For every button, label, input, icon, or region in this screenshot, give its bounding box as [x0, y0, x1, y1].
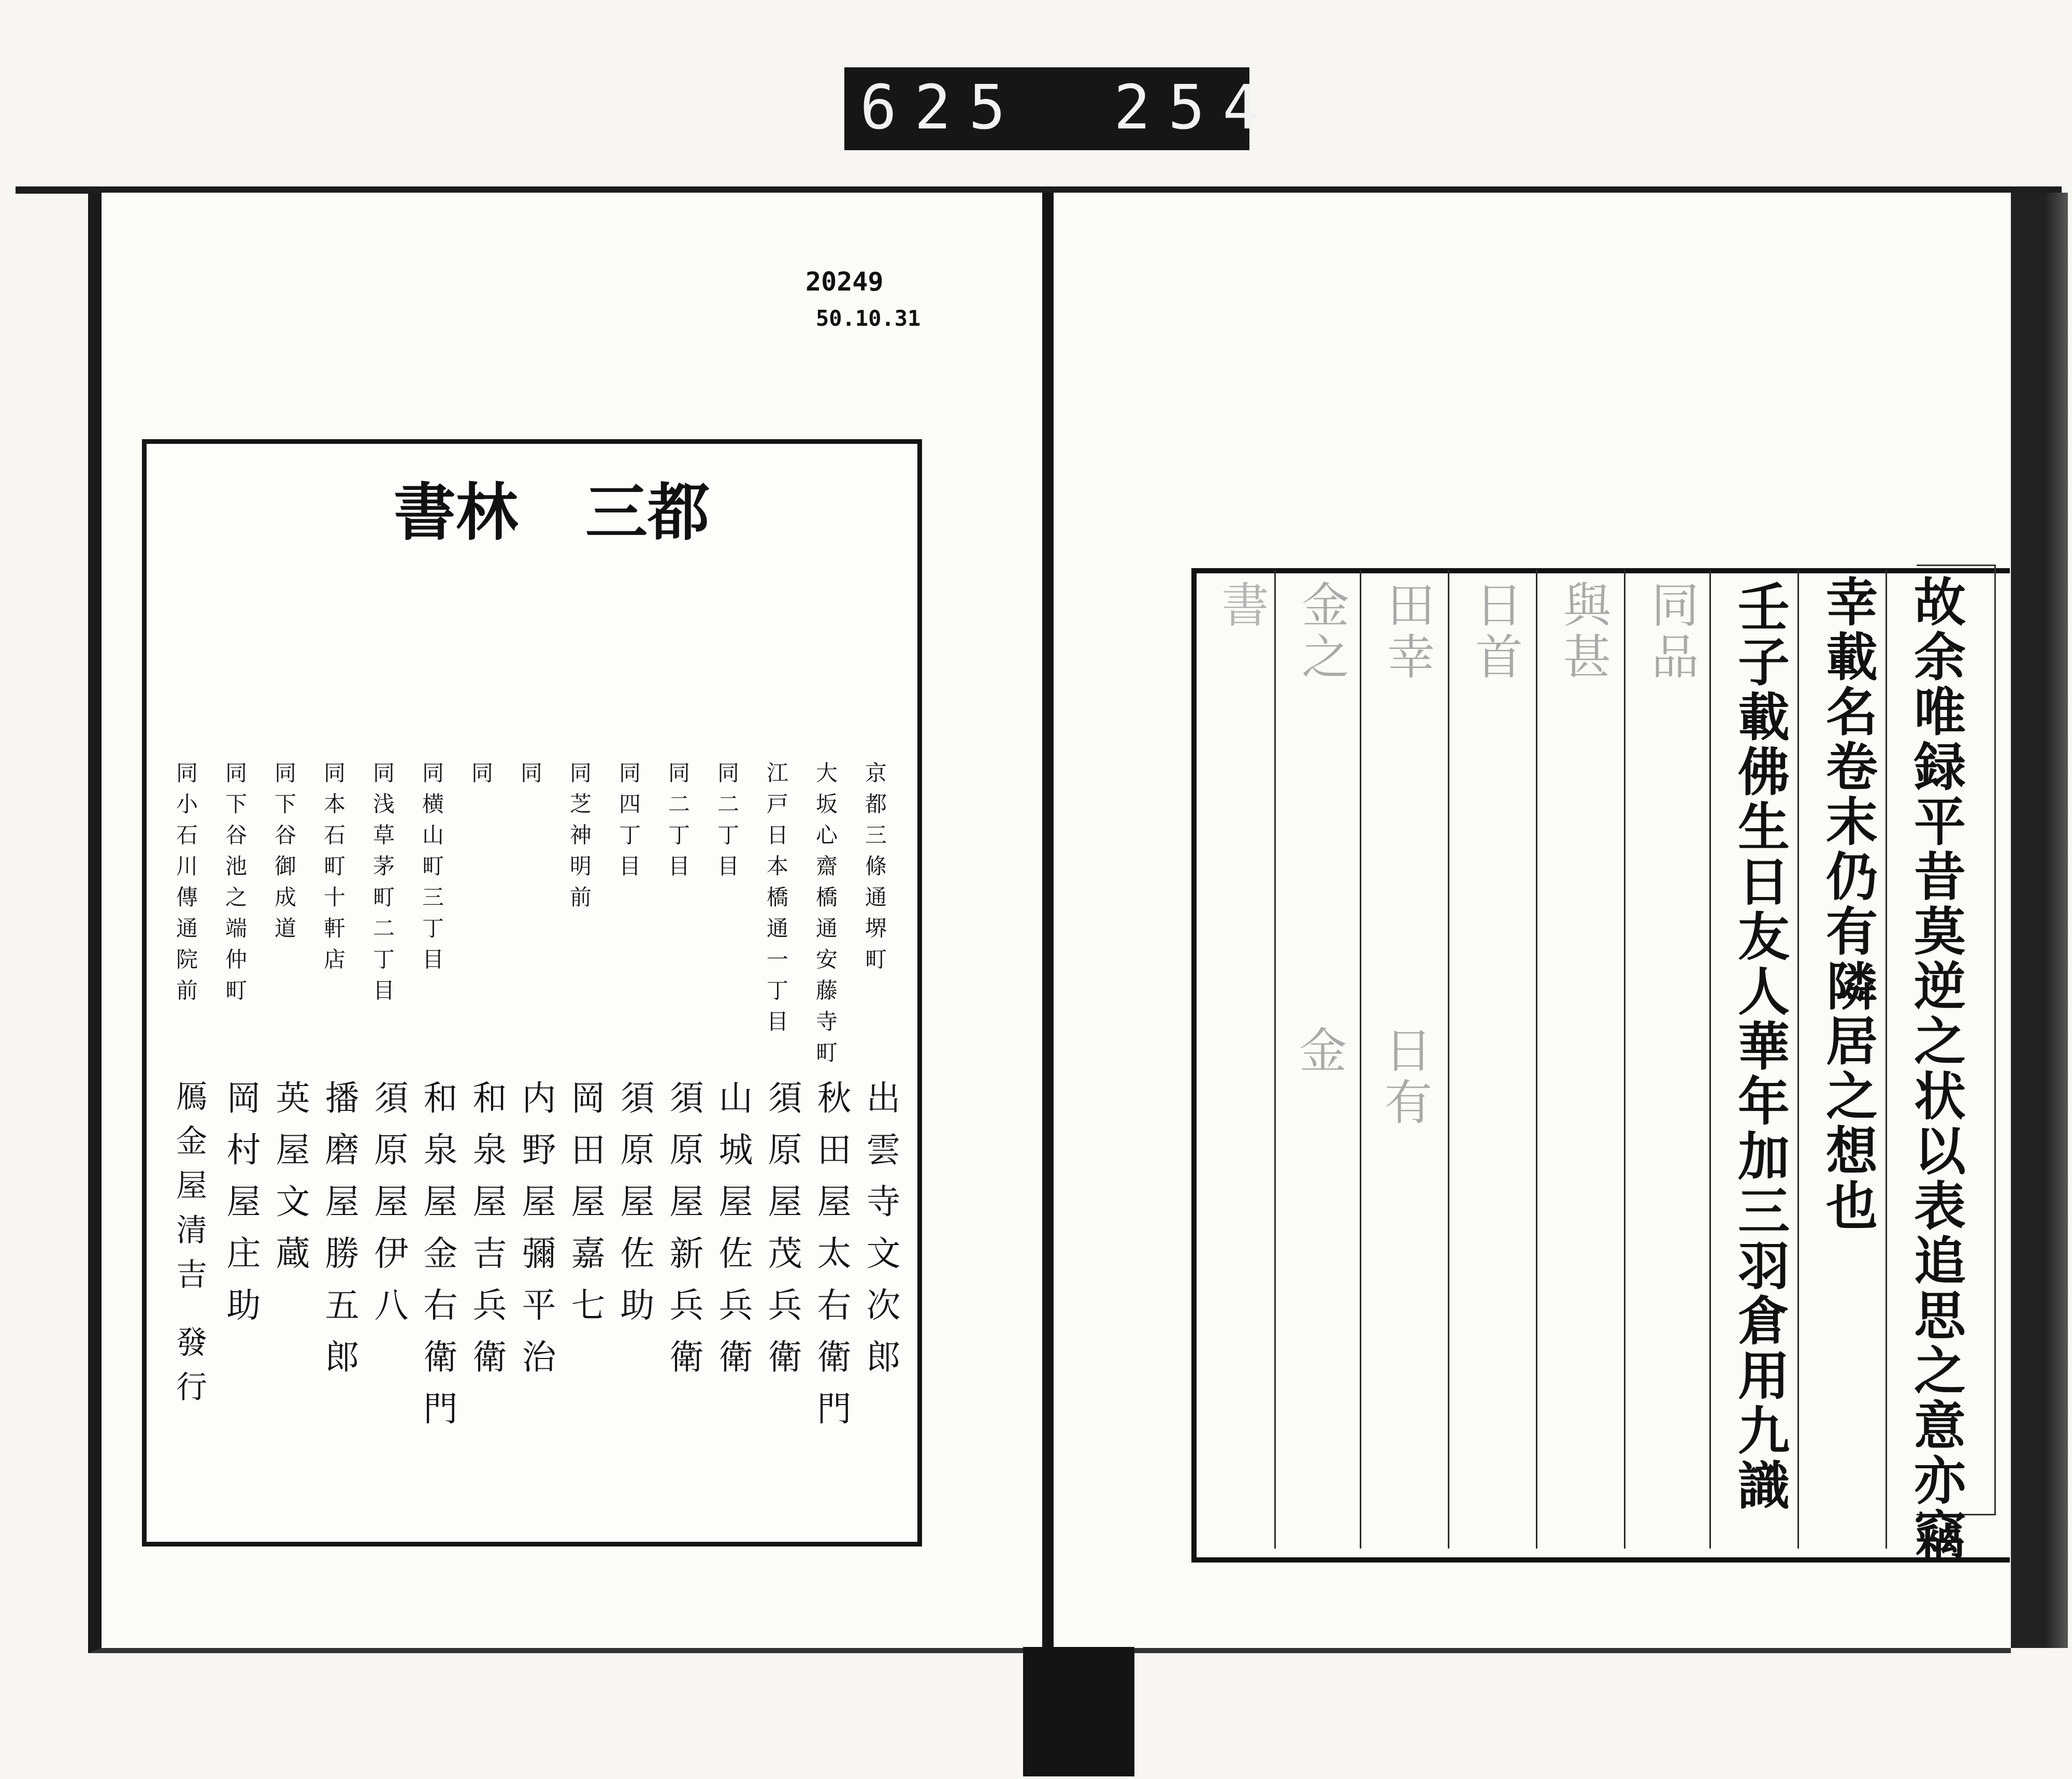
- colophon-city: 江戸日本橋通一丁目: [764, 761, 789, 1041]
- colophon-shop: 須原屋佐助: [614, 1080, 654, 1339]
- book-right-edge: [2011, 193, 2068, 1648]
- book-gutter-foot: [1023, 1647, 1134, 1776]
- preface-faint-column: 金: [1291, 1025, 1347, 1077]
- column-rule: [1360, 570, 1361, 1549]
- library-stamp-date: 50.10.31: [816, 306, 921, 331]
- publisher-char: 書林: [394, 476, 518, 549]
- column-rule: [1624, 570, 1625, 1549]
- column-rule: [1709, 570, 1711, 1549]
- colophon-city: 同: [517, 761, 543, 792]
- colophon-city: 大坂心齋橋通安藤寺町: [813, 761, 838, 1072]
- colophon-shop: 須原屋茂兵衛: [762, 1080, 802, 1391]
- colophon-city: 同下谷池之端仲町: [222, 761, 248, 1010]
- colophon-city: 同横山町三丁目: [419, 761, 444, 979]
- colophon-city: 京都三條通堺町: [862, 761, 887, 979]
- colophon-city: 同下谷御成道: [271, 761, 297, 948]
- preface-column: 幸載名卷末仍有隣居之想也: [1817, 575, 1878, 1234]
- preface-column: 故余唯録平昔莫逆之状以表追思之意亦竊: [1905, 575, 1966, 1563]
- book-gutter: [1042, 193, 1054, 1648]
- column-rule: [1536, 570, 1537, 1549]
- colophon-city: 同: [468, 761, 494, 792]
- colophon-shop: 鴈金屋清吉 發行: [171, 1080, 207, 1415]
- colophon-shop: 須原屋伊八: [368, 1080, 408, 1339]
- preface-faint-tail: 書: [1214, 580, 1269, 632]
- preface-faint-column: 日首: [1467, 580, 1523, 684]
- colophon-shop: 内野屋彌平治: [516, 1080, 556, 1391]
- column-rule: [1274, 570, 1276, 1549]
- colophon-shop: 秋田屋太右衛門: [811, 1080, 851, 1442]
- column-rule: [1886, 570, 1887, 1549]
- preface-faint-column: 與甚: [1556, 580, 1611, 684]
- preface-faint-column: 日有: [1377, 1025, 1432, 1129]
- colophon-city: 同本石町十軒店: [321, 761, 346, 979]
- colophon-shop: 須原屋新兵衛: [664, 1080, 703, 1391]
- column-rule: [1797, 570, 1799, 1549]
- colophon-shop: 播磨屋勝五郎: [319, 1080, 359, 1391]
- colophon-shop: 出雲寺文次郎: [860, 1080, 900, 1391]
- colophon-city: 同小石川傳通院前: [173, 761, 198, 1010]
- colophon-city: 同芝神明前: [567, 761, 592, 917]
- preface-column: 壬子載佛生日友人華年加三羽倉用九識: [1729, 580, 1790, 1513]
- colophon-city: 同四丁目: [616, 761, 641, 886]
- colophon-city: 同二丁目: [714, 761, 740, 886]
- colophon-shop: 山城屋佐兵衛: [713, 1080, 753, 1391]
- colophon-shop: 和泉屋吉兵衛: [467, 1080, 507, 1391]
- colophon-city: 同二丁目: [665, 761, 690, 886]
- column-rule: [1448, 570, 1449, 1549]
- colophon-shop: 岡田屋嘉七: [565, 1080, 605, 1339]
- film-number-right: 254: [1114, 71, 1277, 143]
- preface-faint-column: 田幸: [1379, 580, 1435, 684]
- preface-faint-column: 同品: [1644, 580, 1699, 684]
- publisher-char: 三都: [585, 476, 710, 549]
- colophon-city: 同浅草茅町二丁目: [370, 761, 395, 1010]
- colophon-shop: 和泉屋金右衛門: [418, 1080, 457, 1442]
- colophon-shop: 英屋文蔵: [270, 1080, 310, 1287]
- film-label: [844, 67, 1277, 150]
- colophon-shop: 岡村屋庄助: [221, 1080, 261, 1339]
- library-stamp-number: 20249: [805, 267, 884, 297]
- film-number-left: 625: [860, 71, 1024, 143]
- preface-faint-column: 金之: [1294, 580, 1349, 684]
